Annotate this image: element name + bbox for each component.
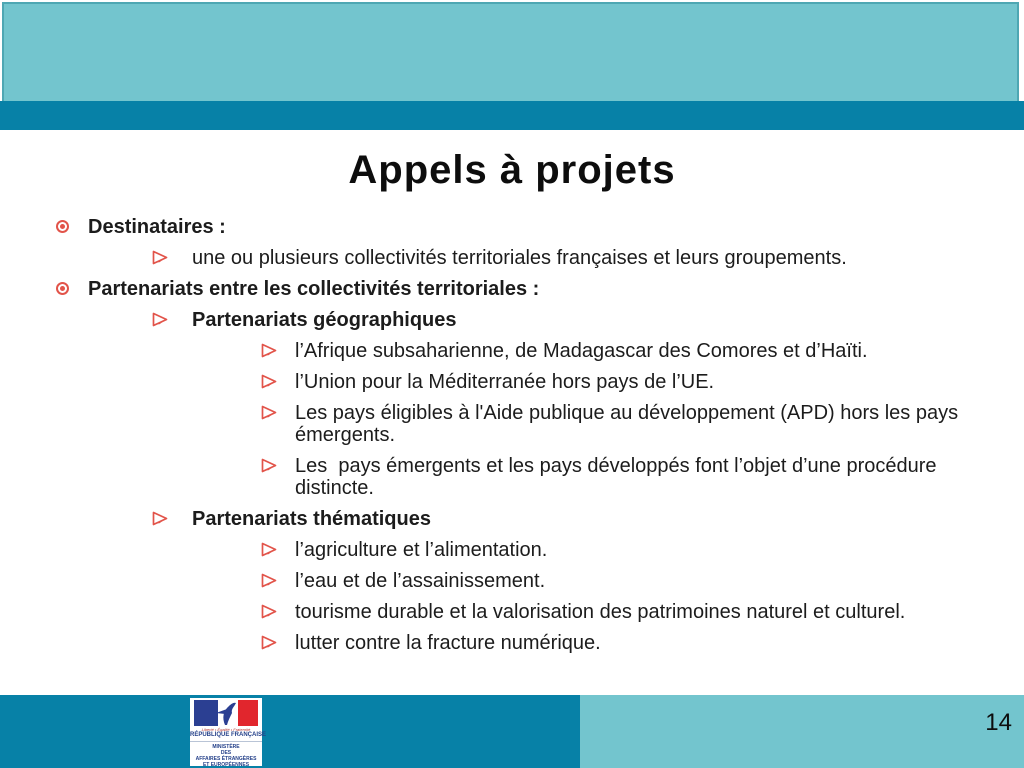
page-number: 14: [985, 709, 1012, 736]
ministry-logo: [190, 698, 267, 768]
arrowhead-bullet-icon: [261, 455, 295, 473]
bullet-item: [0, 601, 1024, 623]
arrowhead-bullet-icon: [152, 247, 192, 265]
bullet-text: Partenariats entre les collectivités territoriales :: [88, 278, 540, 300]
bullet-item: [0, 539, 1024, 561]
logo-motto: Liberté • Égalité • Fraternité: [201, 727, 251, 732]
arrowhead-bullet-icon: [261, 402, 295, 420]
bullet-text: l’Afrique subsaharienne, de Madagascar des Comores et d’Haïti.: [295, 340, 868, 362]
bullet-text: l’Union pour la Méditerranée hors pays de l’UE.: [295, 371, 715, 393]
bullet-item: [0, 508, 1024, 530]
bullet-item: [0, 340, 1024, 362]
arrowhead-bullet-icon: [152, 309, 192, 327]
bullet-text: l’agriculture et l’alimentation.: [295, 539, 548, 561]
logo-ministry-line: ET EUROPÉENNES: [202, 762, 250, 768]
logo-ministry-lines: [190, 741, 262, 768]
bullet-item: [0, 455, 1024, 499]
logo-ministry-line: MINISTÈRE: [212, 744, 240, 750]
arrowhead-bullet-icon: [261, 539, 295, 557]
french-flag-marianne-icon: [194, 700, 258, 726]
bullet-text: Partenariats thématiques: [192, 508, 431, 530]
logo-ministry-line: AFFAIRES ÉTRANGÈRES: [195, 756, 257, 762]
bullet-item: [0, 247, 1024, 269]
header-blue-band: [0, 101, 1024, 130]
bullet-item: [0, 402, 1024, 446]
bullet-item: [0, 216, 1024, 238]
bullet-text: l’eau et de l’assainissement.: [295, 570, 546, 592]
bullet-text: lutter contre la fracture numérique.: [295, 632, 601, 654]
bullet-text: Les pays émergents et les pays développés font l’objet d’une procédure distincte.: [295, 455, 943, 499]
bullet-item: [0, 570, 1024, 592]
bullet-item: [0, 371, 1024, 393]
bullet-item: [0, 632, 1024, 654]
footer-blue-band: [0, 695, 580, 768]
arrowhead-bullet-icon: [261, 632, 295, 650]
bullet-item: [0, 309, 1024, 331]
bullet-text: Partenariats géographiques: [192, 309, 457, 331]
slide-title: Appels à projets: [348, 148, 676, 192]
bullet-text: Les pays éligibles à l'Aide publique au développement (APD) hors les pays émergents.: [295, 402, 964, 446]
bullseye-bullet-icon: [56, 278, 88, 295]
logo-ministry-line: DES: [220, 750, 232, 756]
arrowhead-bullet-icon: [261, 601, 295, 619]
bullet-list: [0, 216, 1024, 663]
arrowhead-bullet-icon: [152, 508, 192, 526]
arrowhead-bullet-icon: [261, 340, 295, 358]
bullet-text: tourisme durable et la valorisation des patrimoines naturel et culturel.: [295, 601, 906, 623]
bullet-item: [0, 278, 1024, 300]
footer-teal-band: [580, 695, 1024, 768]
arrowhead-bullet-icon: [261, 570, 295, 588]
header-teal-band: [2, 2, 1019, 101]
bullet-text: une ou plusieurs collectivités territoriales françaises et leurs groupements.: [192, 247, 847, 269]
bullet-text: Destinataires :: [88, 216, 226, 238]
bullseye-bullet-icon: [56, 216, 88, 233]
logo-republic: RÉPUBLIQUE FRANÇAISE: [190, 732, 267, 738]
arrowhead-bullet-icon: [261, 371, 295, 389]
